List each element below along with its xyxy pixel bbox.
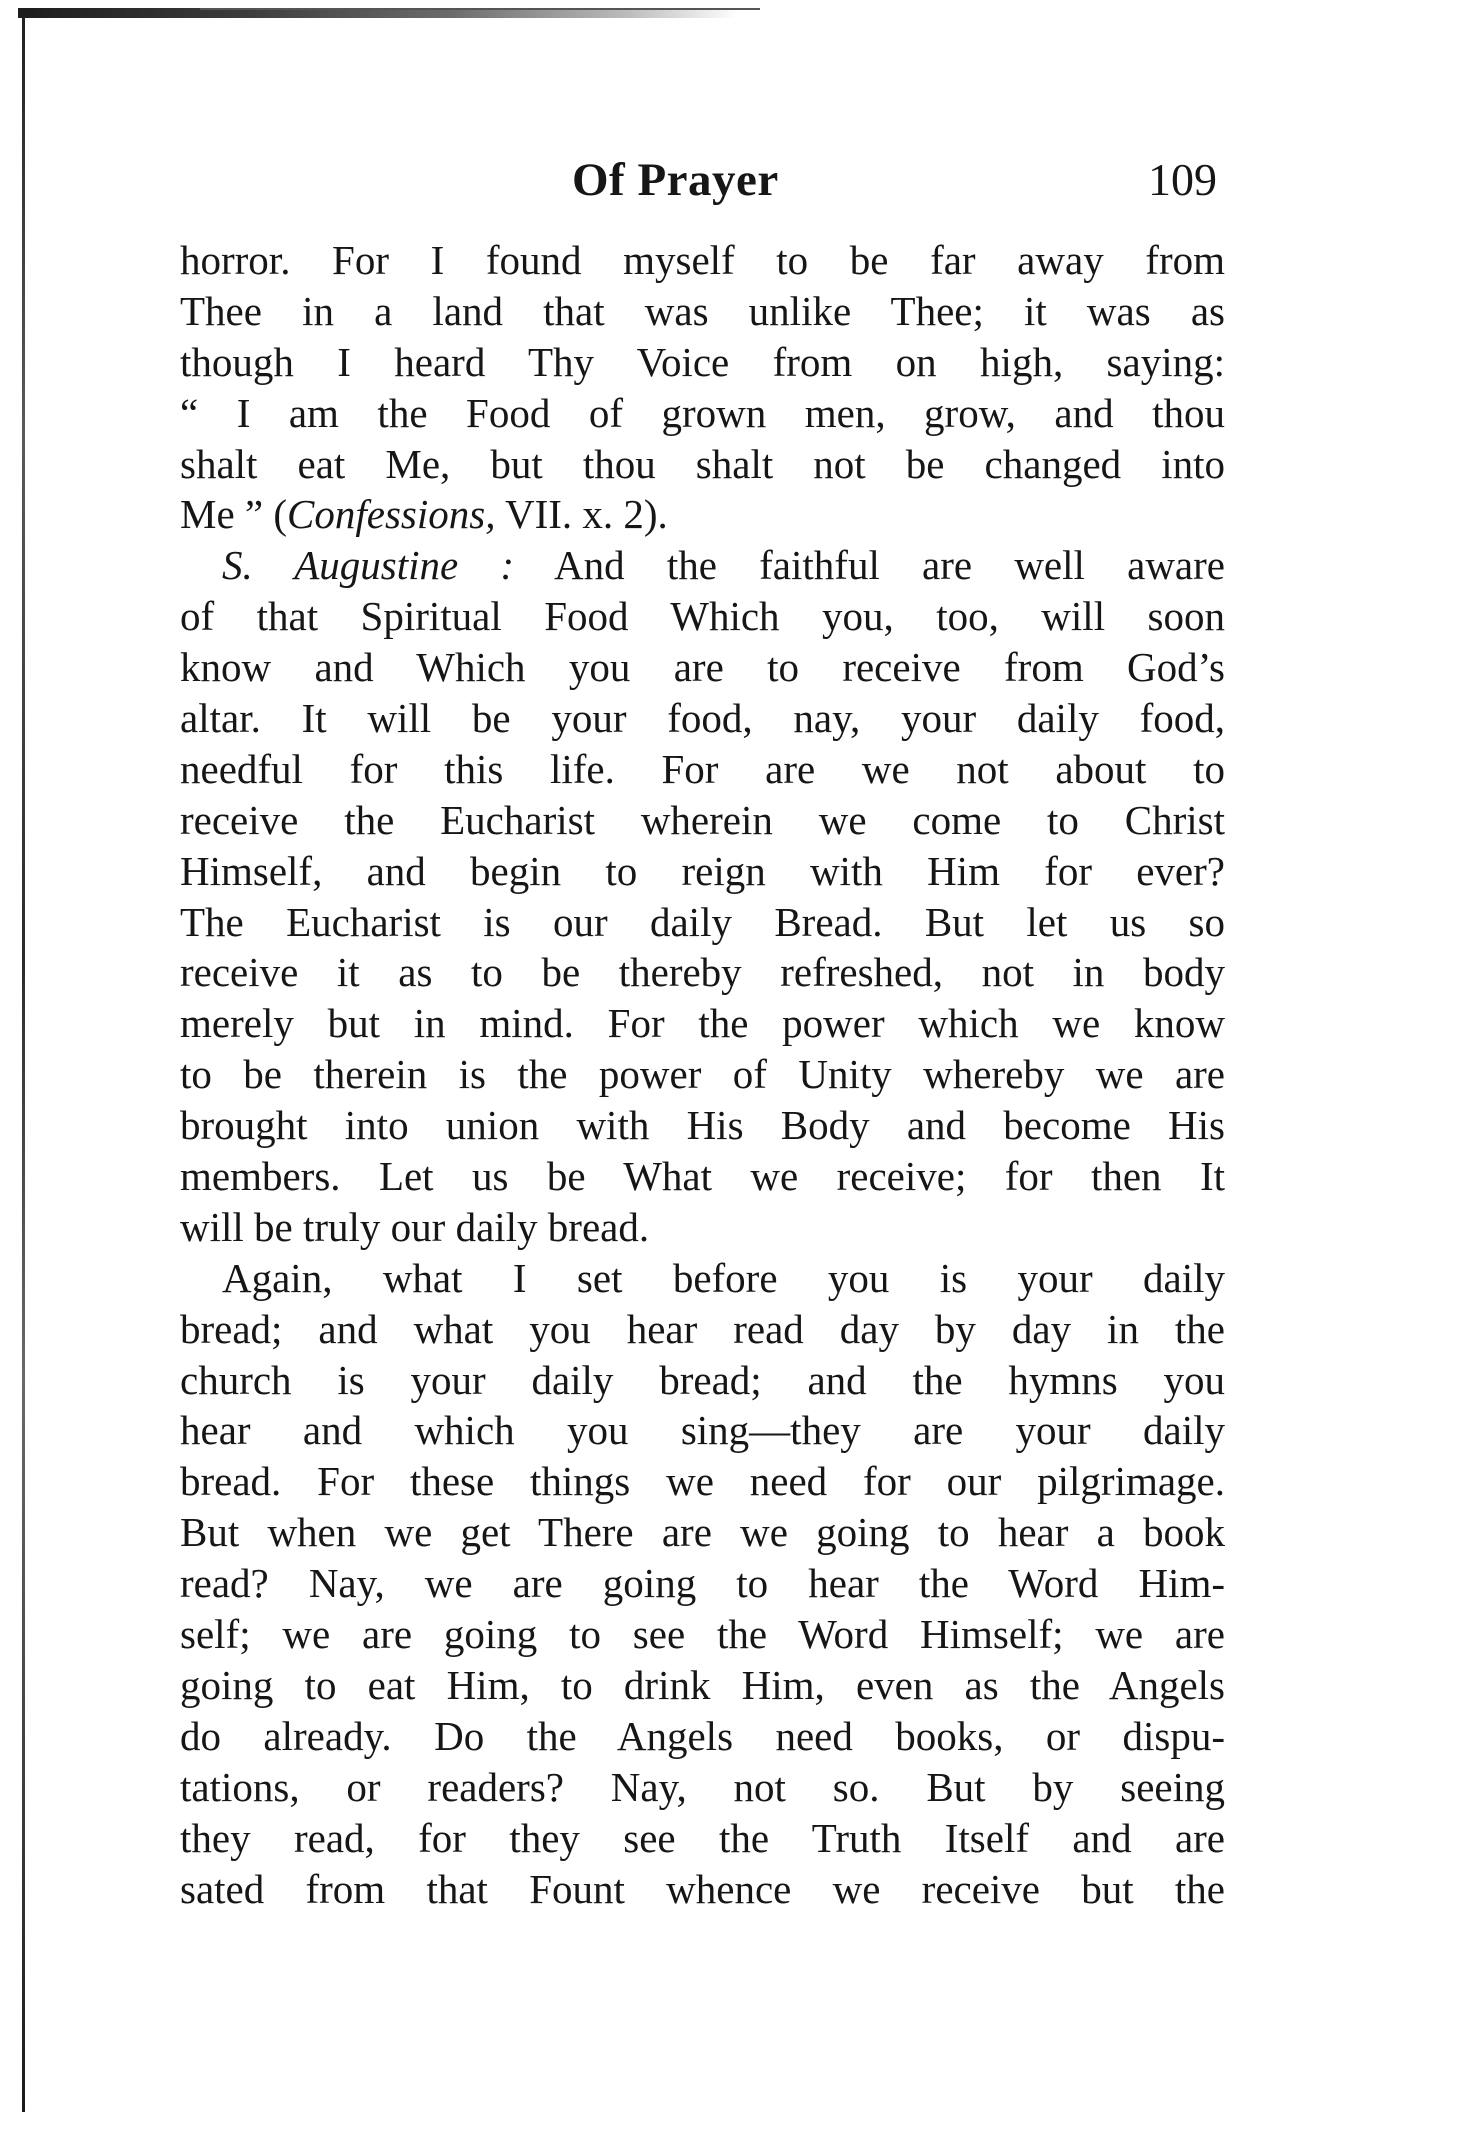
text-line: sated from that Fount whence we receive but the (180, 1865, 1225, 1912)
page-header (0, 150, 1457, 210)
text-line: The Eucharist is our daily Bread. But let us so (180, 898, 1225, 945)
body-text (180, 235, 1225, 1914)
page-number: 109 (1148, 154, 1217, 205)
text-line: But when we get There are we going to hear a book (180, 1509, 1225, 1556)
text-line: of that Spiritual Food Which you, too, will soon (180, 593, 1225, 640)
text-line: they read, for they see the Truth Itself and are (180, 1814, 1225, 1861)
text-line: brought into union with His Body and become His (180, 1102, 1225, 1149)
text-line: will be truly our daily bread. (180, 1203, 650, 1250)
text-line-citation: Me ” (Confessions, VII. x. 2). (180, 491, 668, 538)
citation-lead: Me ” (180, 491, 264, 538)
speaker-text: And the faithful are well aware (554, 542, 1225, 589)
text-line: hear and which you sing—they are your daily (180, 1407, 1225, 1454)
text-line: merely but in mind. For the power which we know (180, 1000, 1225, 1047)
speaker-name: S. Augustine : (222, 542, 515, 589)
text-line-speaker (180, 540, 1225, 591)
text-line: church is your daily bread; and the hymns you (180, 1356, 1225, 1403)
text-line: needful for this life. For are we not about to (180, 745, 1225, 792)
running-title: Of Prayer (572, 154, 779, 206)
text-line: self; we are going to see the Word Himself; we are (180, 1611, 1225, 1658)
text-line: receive it as to be thereby refreshed, not in body (180, 949, 1225, 996)
text-line: going to eat Him, to drink Him, even as the Angels (180, 1661, 1225, 1708)
text-line: tations, or readers? Nay, not so. But by seeing (180, 1763, 1225, 1810)
text-line: receive the Eucharist wherein we come to Christ (180, 796, 1225, 843)
text-line: to be therein is the power of Unity whereby we are (180, 1051, 1225, 1098)
text-line: Again, what I set before you is your daily (222, 1254, 1225, 1301)
text-line: members. Let us be What we receive; for then It (180, 1153, 1225, 1200)
text-line: though I heard Thy Voice from on high, saying: (180, 338, 1225, 385)
text-line: Thee in a land that was unlike Thee; it was as (180, 287, 1225, 334)
citation-ref: VII. x. 2). (504, 491, 668, 538)
text-line: know and Which you are to receive from God’s (180, 644, 1225, 691)
text-line: do already. Do the Angels need books, or dispu- (180, 1712, 1225, 1759)
text-line: bread; and what you hear read day by day in the (180, 1305, 1225, 1352)
text-line: read? Nay, we are going to hear the Word Him- (180, 1560, 1225, 1607)
scan-edge-top-line (200, 8, 760, 10)
citation-work: Confessions, (287, 491, 496, 538)
text-line: shalt eat Me, but thou shalt not be changed into (180, 440, 1225, 487)
scan-edge-left (22, 12, 25, 2112)
text-line: Himself, and begin to reign with Him for ever? (180, 847, 1225, 894)
text-line: bread. For these things we need for our pilgrimage. (180, 1458, 1225, 1505)
text-line: horror. For I found myself to be far away from (180, 237, 1225, 283)
text-line: “ I am the Food of grown men, grow, and thou (180, 389, 1225, 436)
text-line: altar. It will be your food, nay, your daily food, (180, 695, 1225, 742)
